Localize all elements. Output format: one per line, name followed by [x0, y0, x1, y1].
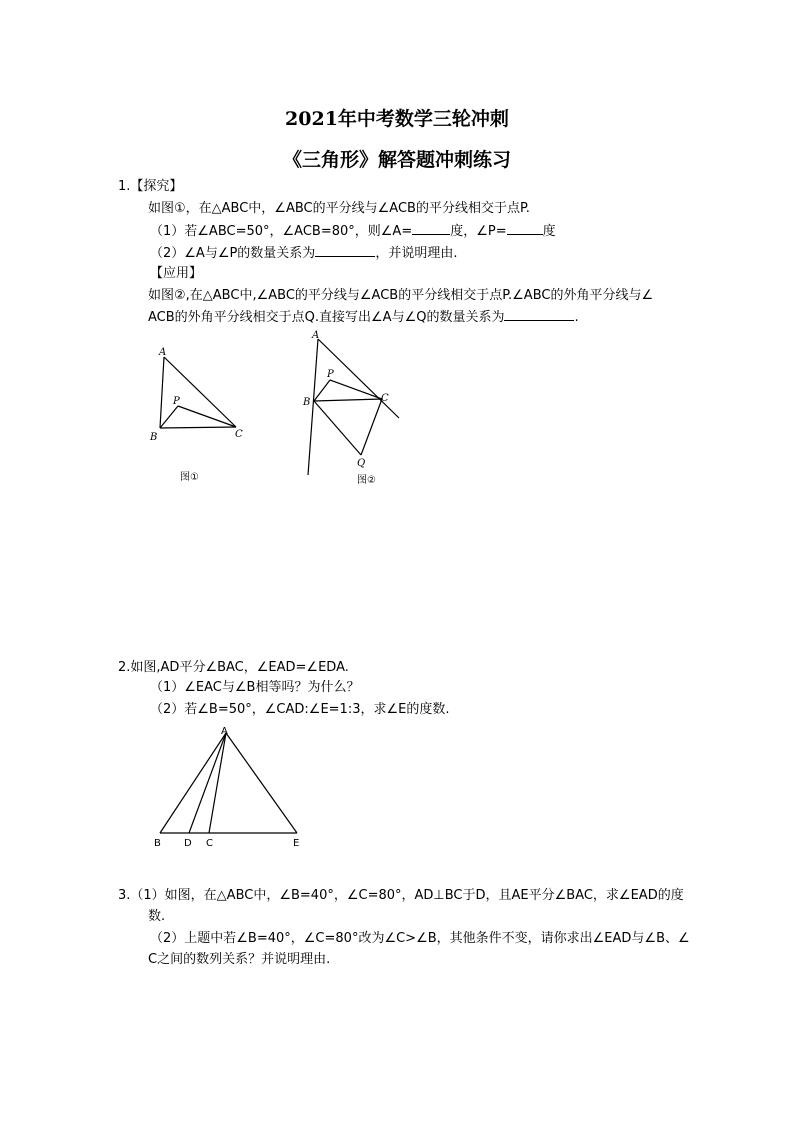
- figure-3: [145, 725, 310, 855]
- q3-line3: （2）上题中若∠B=40°，∠C=80°改为∠C>∠B，其他条件不变，请你求出∠EAD与∠B、∠: [150, 931, 690, 946]
- figure-1: [140, 340, 260, 490]
- q1-part1-text-c: 度: [542, 224, 556, 239]
- fig1-caption: 图①: [180, 472, 199, 483]
- q1-part2-text-b: ，并说明理由.: [375, 246, 458, 261]
- fig1-side-ac: [164, 357, 236, 427]
- fig2-bisector-bp: [314, 380, 330, 401]
- q1-apply-end: .: [574, 310, 579, 325]
- document-subtitle: 《三角形》解答题冲刺练习: [282, 149, 511, 171]
- fig2-bisector-cp: [330, 380, 382, 399]
- q1-apply-text: ACB的外角平分线相交于点Q.直接写出∠A与∠Q的数量关系为: [148, 310, 505, 325]
- q1-part2: [150, 244, 457, 262]
- q3-line1: 3.（1）如图，在△ABC中，∠B=40°，∠C=80°，AD⊥BC于D，且AE平分∠BAC，求∠EAD的度: [118, 888, 684, 903]
- q1-part2-text-a: （2）∠A与∠P的数量关系为: [150, 246, 316, 261]
- fig3-label-c: C: [206, 838, 213, 849]
- fig2-label-p: P: [327, 369, 334, 380]
- fig3-label-a: A: [221, 726, 228, 737]
- fig3-label-b: B: [154, 838, 161, 849]
- fig2-ext-bisector-bq: [314, 401, 361, 455]
- q2-line1: 2.如图,AD平分∠BAC，∠EAD=∠EDA.: [118, 660, 349, 675]
- fig2-caption: 图②: [357, 475, 376, 486]
- fig2-ext-bisector-cq: [361, 399, 382, 455]
- q1-part1-text-a: （1）若∠ABC=50°，∠ACB=80°，则∠A=: [150, 224, 413, 239]
- q1-apply-line1: 如图②,在△ABC中,∠ABC的平分线与∠ACB的平分线相交于点P.∠ABC的外角平分线与∠: [148, 288, 654, 303]
- fig1-label-b: B: [150, 432, 158, 443]
- fig1-label-a: A: [159, 347, 167, 358]
- fig2-label-b: B: [303, 397, 311, 408]
- q3-line4: C之间的数列关系？并说明理由.: [148, 952, 331, 967]
- answer-blank-q-relation[interactable]: [504, 308, 574, 321]
- fig1-bisector-b: [160, 406, 178, 428]
- fig2-label-c: C: [381, 393, 389, 404]
- fig2-label-q: Q: [357, 458, 366, 469]
- fig3-label-d: D: [184, 838, 192, 849]
- q3-line2: 数.: [148, 909, 166, 924]
- fig3-segment-ad: [189, 733, 226, 833]
- fig1-label-c: C: [235, 429, 243, 440]
- fig2-label-a: A: [312, 330, 320, 341]
- fig1-side-bc: [160, 427, 236, 428]
- q2-part1: （1）∠EAC与∠B相等吗？为什么？: [150, 680, 360, 695]
- fig1-label-p: P: [173, 396, 180, 407]
- fig1-side-ab: [160, 357, 164, 428]
- q1-intro: 如图①，在△ABC中，∠ABC的平分线与∠ACB的平分线相交于点P.: [148, 201, 530, 216]
- q1-part1: [150, 222, 556, 240]
- q1-apply-header: 【应用】: [150, 266, 203, 281]
- q2-part2: （2）若∠B=50°，∠CAD:∠E=1:3，求∠E的度数.: [150, 702, 450, 717]
- answer-blank-angle-a[interactable]: [412, 222, 450, 235]
- figure-2: [295, 325, 415, 495]
- fig3-label-e: E: [293, 838, 300, 849]
- answer-blank-angle-p[interactable]: [507, 222, 543, 235]
- fig1-bisector-c: [178, 406, 236, 427]
- answer-blank-relation[interactable]: [315, 244, 375, 257]
- q1-header: 1.【探究】: [118, 179, 183, 194]
- fig3-side-ae: [226, 733, 297, 833]
- fig3-segment-ac: [209, 733, 226, 833]
- fig2-side-bc: [314, 399, 382, 401]
- q1-part1-text-b: 度，∠P=: [450, 224, 507, 239]
- q1-apply-line2: [148, 308, 579, 326]
- document-title: 2021年中考数学三轮冲刺: [285, 108, 509, 130]
- fig3-side-ab: [160, 733, 226, 833]
